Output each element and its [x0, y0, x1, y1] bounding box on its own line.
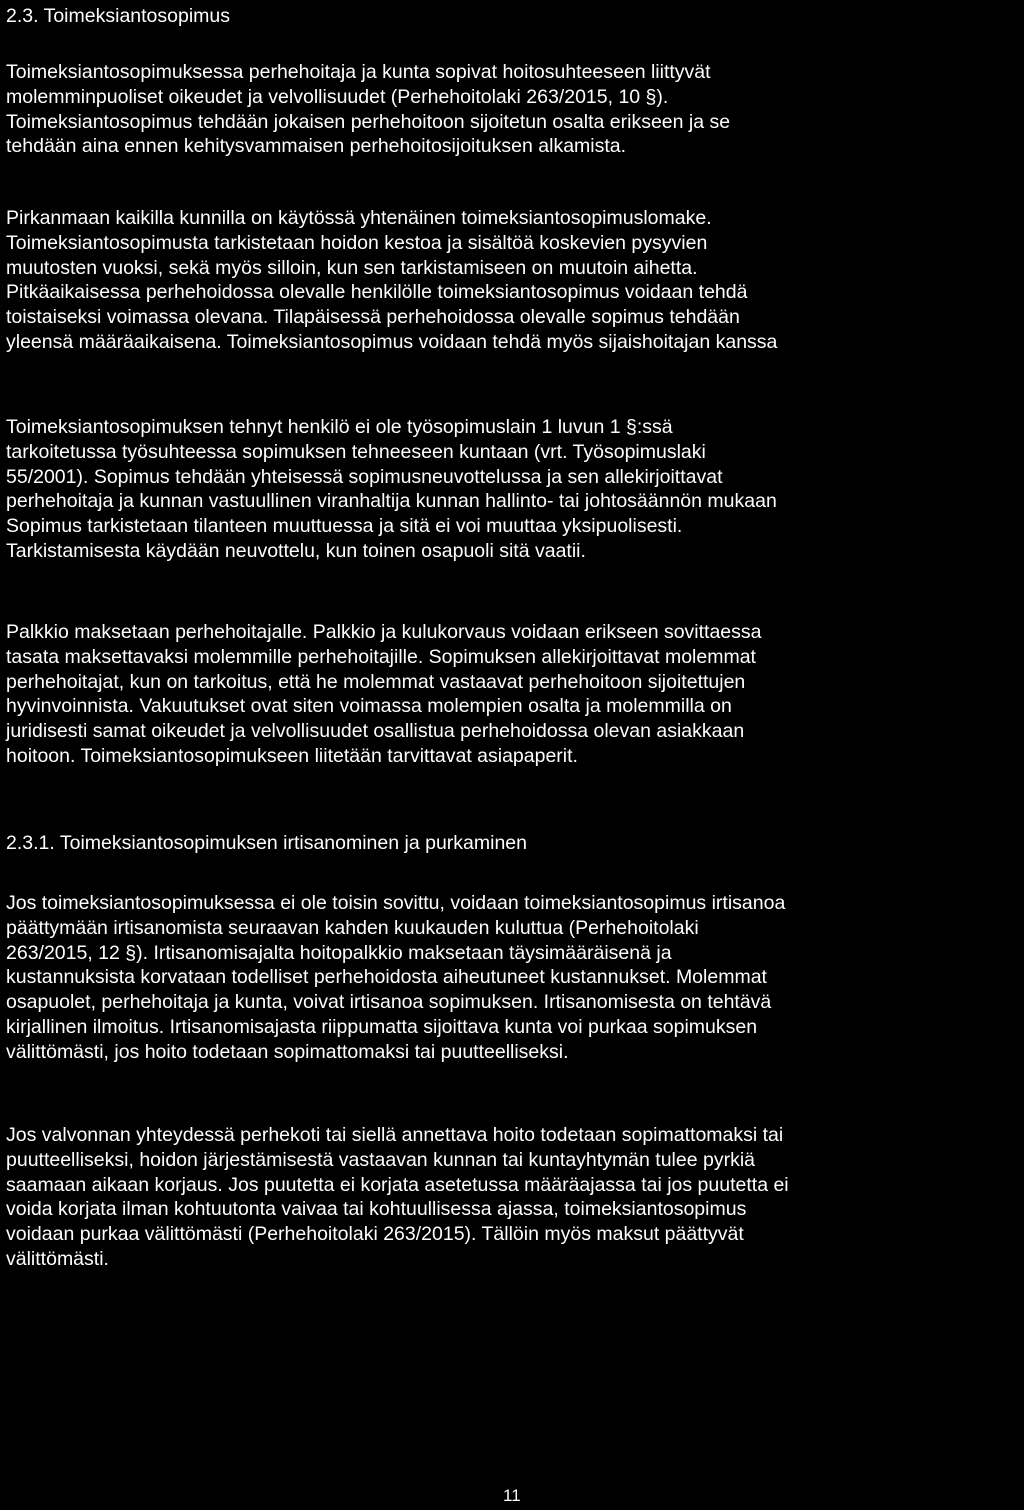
text-line: Jos toimeksiantosopimuksessa ei ole toisin sovittu, voidaan toimeksiantosopimus irtisanoa	[6, 892, 786, 914]
text-line: Palkkio maksetaan perhehoitajalle. Palkkio ja kulukorvaus voidaan erikseen sovittaessa	[6, 621, 762, 643]
text-line: Toimeksiantosopimuksen tehnyt henkilö ei ole työsopimuslain 1 luvun 1 §:ssä	[6, 416, 673, 438]
text-line: voida korjata ilman kohtuutonta vaivaa tai kohtuullisessa ajassa, toimeksiantosopimus	[6, 1198, 747, 1221]
text-line: molemminpuoliset oikeudet ja velvollisuudet (Perhehoitolaki 263/2015, 10 §).	[6, 85, 669, 108]
text-line: välittömästi.	[6, 1247, 109, 1270]
text-line: tehdään aina ennen kehitysvammaisen perhehoitosijoituksen alkamista.	[6, 135, 627, 158]
text-line: Sopimus tarkistetaan tilanteen muuttuessa ja sitä ei voi muuttaa yksipuolisesti.	[6, 515, 683, 538]
text-line: osapuolet, perhehoitaja ja kunta, voivat irtisanoa sopimuksen. Irtisanomisesta on tehtävä	[6, 991, 772, 1014]
text-line: hoitoon. Toimeksiantosopimukseen liitetään tarvittavat asiapaperit.	[6, 744, 578, 767]
paragraph	[6, 206, 1020, 355]
text-line: Toimeksiantosopimusta tarkistetaan hoidon kestoa ja sisältöä koskevien pysyvien	[6, 231, 708, 254]
text-line: Jos valvonnan yhteydessä perhekoti tai siellä annettava hoito todetaan sopimattomaksi tai	[6, 1124, 784, 1146]
text-line: muutosten vuoksi, sekä myös silloin, kun sen tarkistamiseen on muutoin aihetta.	[6, 256, 698, 279]
text-line: perhehoitaja ja kunnan vastuullinen viranhaltija kunnan hallinto- tai johtosäännön mukaan	[6, 490, 777, 513]
section-heading: 2.3. Toimeksiantosopimus	[6, 5, 231, 27]
text-line: 55/2001). Sopimus tehdään yhteisessä sopimusneuvottelussa ja sen allekirjoittavat	[6, 465, 723, 488]
text-line: voidaan purkaa välittömästi (Perhehoitolaki 263/2015). Tällöin myös maksut päättyvät	[6, 1223, 744, 1246]
page-number: 11	[503, 1486, 521, 1505]
text-line: saamaan aikaan korjaus. Jos puutetta ei korjata asetetussa määräajassa tai jos puutetta ei	[6, 1173, 789, 1196]
text-line: 263/2015, 12 §). Irtisanomisajalta hoitopalkkio maksetaan täysimääräisenä ja	[6, 941, 672, 964]
text-line: perhehoitajat, kun on tarkoitus, että he molemmat vastaavat perhehoitoon sijoitettujen	[6, 670, 746, 693]
text-line: kustannuksista korvataan todelliset perhehoidosta aiheutuneet kustannukset. Molemmat	[6, 966, 767, 989]
text-line: Tarkistamisesta käydään neuvottelu, kun toinen osapuoli sitä vaatii.	[6, 539, 586, 562]
subsection-heading: 2.3.1. Toimeksiantosopimuksen irtisanominen ja purkaminen	[6, 832, 527, 854]
text-line: tasata maksettavaksi molemmille perhehoitajille. Sopimuksen allekirjoittavat molemmat	[6, 645, 756, 668]
text-line: puutteelliseksi, hoidon järjestämisestä vastaavan kunnan tai kuntayhtymän tulee pyrkiä	[6, 1148, 756, 1171]
text-line: Toimeksiantosopimus tehdään jokaisen perhehoitoon sijoitetun osalta erikseen ja se	[6, 110, 731, 133]
paragraph	[6, 60, 1020, 159]
text-line: Pitkäaikaisessa perhehoidossa olevalle henkilölle toimeksiantosopimus voidaan tehdä	[6, 281, 748, 304]
text-line: juridisesti samat oikeudet ja velvollisuudet osallistua perhehoidossa olevan asiakkaan	[6, 720, 745, 743]
paragraph	[6, 620, 1020, 769]
text-line: toistaiseksi voimassa olevana. Tilapäisessä perhehoidossa olevalle sopimus tehdään	[6, 306, 740, 329]
paragraph	[6, 415, 1020, 564]
text-line: kirjallinen ilmoitus. Irtisanomisajasta riippumatta sijoittava kunta voi purkaa sopimuksen	[6, 1015, 758, 1038]
text-line: yleensä määräaikaisena. Toimeksiantosopimus voidaan tehdä myös sijaishoitajan kanssa	[6, 330, 778, 353]
text-line: Toimeksiantosopimuksessa perhehoitaja ja kunta sopivat hoitosuhteeseen liittyvät	[6, 61, 711, 83]
text-line: päättymään irtisanomista seuraavan kahden kuukauden kuluttua (Perhehoitolaki	[6, 916, 699, 939]
text-line: välittömästi, jos hoito todetaan sopimattomaksi tai puutteelliseksi.	[6, 1040, 569, 1063]
paragraph	[6, 1123, 1020, 1272]
text-line: hyvinvoinnista. Vakuutukset ovat siten voimassa molempien osalta ja molemmilla on	[6, 695, 732, 718]
text-line: Pirkanmaan kaikilla kunnilla on käytössä yhtenäinen toimeksiantosopimuslomake.	[6, 207, 712, 229]
text-line: tarkoitetussa työsuhteessa sopimuksen tehneeseen kuntaan (vrt. Työsopimuslaki	[6, 440, 706, 463]
paragraph	[6, 891, 1020, 1065]
